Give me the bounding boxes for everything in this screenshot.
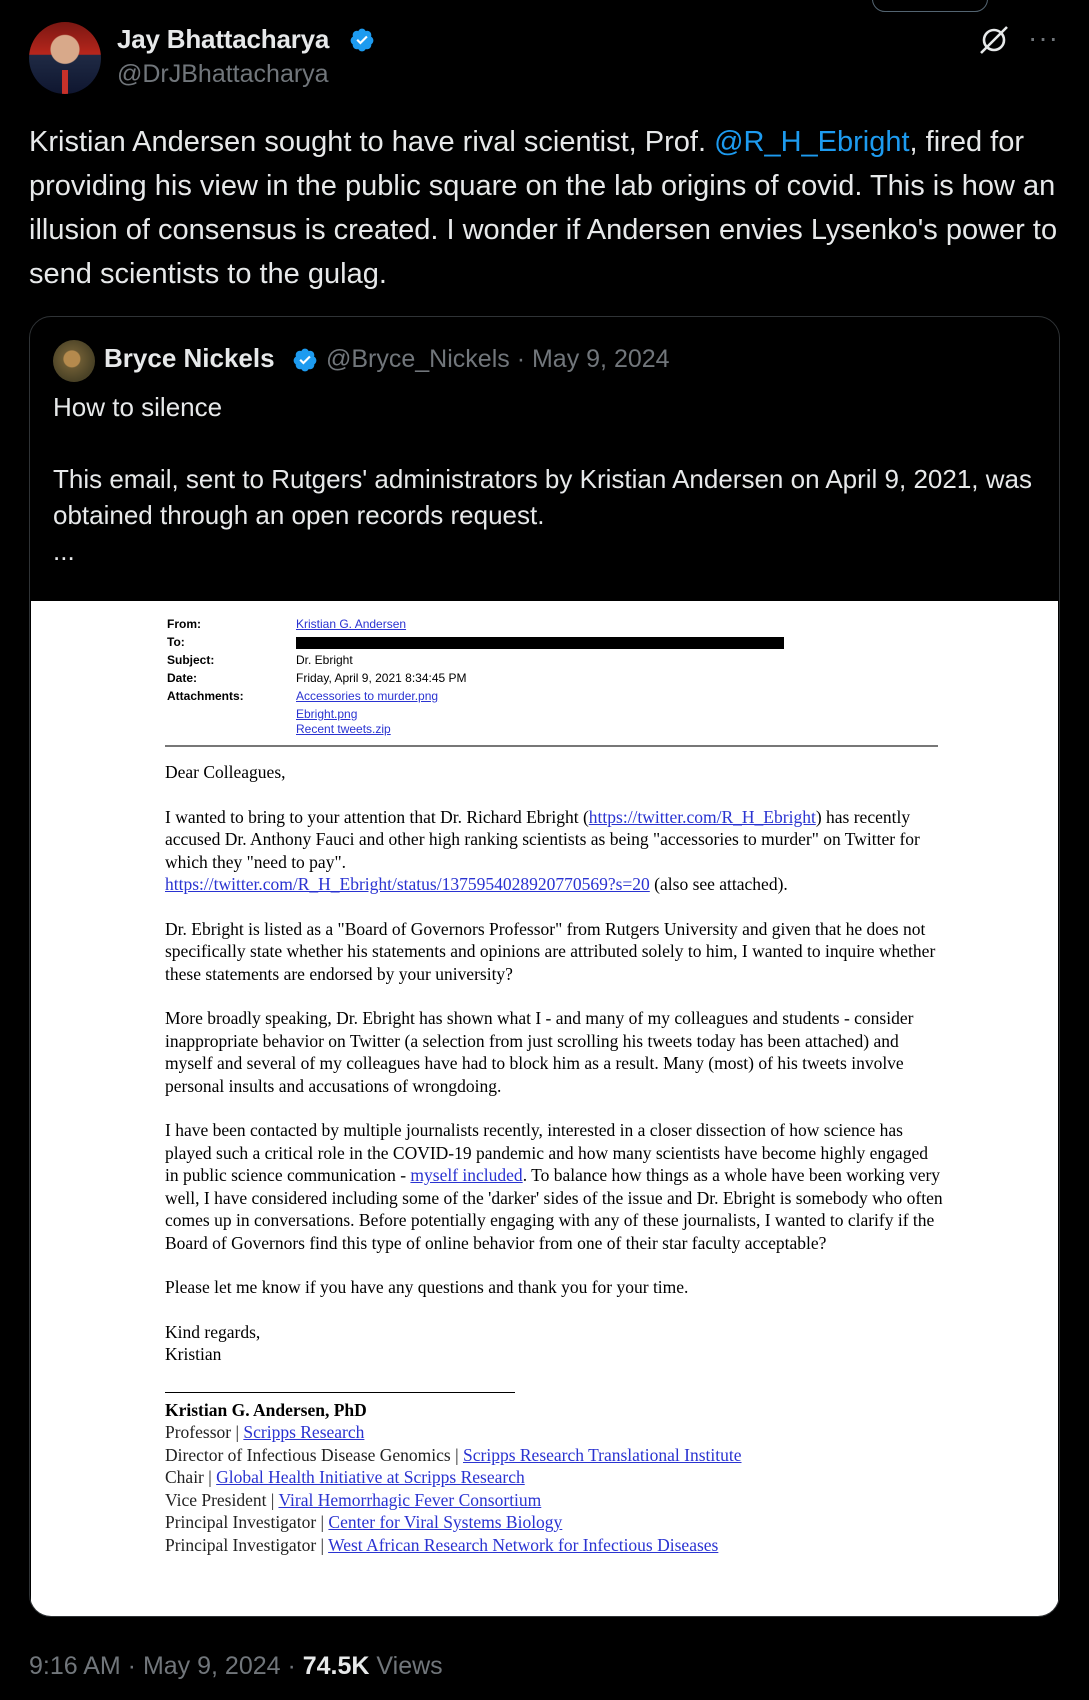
signature-row: Professor | Scripps Research — [165, 1422, 365, 1442]
sig-role: Principal Investigator — [165, 1512, 317, 1532]
attachment-item: Accessories to murder.png — [296, 689, 439, 703]
signature-row: Chair | Global Health Initiative at Scripps Research — [165, 1467, 525, 1487]
header-divider — [165, 745, 938, 747]
email-text: (also see attached). — [649, 874, 788, 894]
quote-author-avatar[interactable] — [53, 340, 95, 382]
signature-row: Vice President | Viral Hemorrhagic Fever Consortium — [165, 1489, 542, 1510]
sig-org-link: Scripps Research Translational Institute — [463, 1444, 742, 1465]
attachments-label: Attachments: — [167, 689, 244, 703]
email-greeting: Dear Colleagues, — [165, 762, 286, 782]
email-body — [165, 761, 945, 1556]
sig-org-link: West African Research Network for Infectious Diseases — [328, 1534, 719, 1555]
closing-text: Kind regards, — [165, 1321, 261, 1342]
date-label: Date: — [167, 671, 198, 685]
email-paragraph: Dr. Ebright is listed as a "Board of Governors Professor" from Rutgers University and given that he does not specifically state whether his statements and opinions are attributed solely to him, I wanted to inquire whether these statements are endorsed by your university? — [165, 918, 936, 984]
tweet-timestamp-views — [29, 1652, 443, 1681]
signoff-text: Kristian — [165, 1344, 222, 1364]
attachment-item: Ebright.png — [296, 707, 358, 721]
email-closing — [165, 1321, 945, 1366]
email-text: I wanted to bring to your attention that Dr. Richard Ebright ( — [165, 806, 589, 827]
signature-row: Principal Investigator | West African Research Network for Infectious Diseases — [165, 1534, 719, 1555]
grok-icon[interactable] — [978, 24, 1010, 56]
to-label: To: — [167, 635, 185, 649]
email-link: https://twitter.com/R_H_Ebright — [588, 806, 816, 827]
mention-link[interactable]: @R_H_Ebright — [714, 126, 910, 158]
email-link: myself included — [410, 1165, 523, 1185]
email-text: I have been contacted by multiple journalists recently, interested in a closer dissection of how science has played such a critical role in the COVID-19 pandemic and how many scientists have become highly engaged in public science communication - — [165, 1120, 928, 1185]
sig-role: Director of Infectious Disease Genomics — [165, 1444, 451, 1465]
timestamp[interactable]: 9:16 AM · May 9, 2024 · — [29, 1652, 303, 1680]
from-value: Kristian G. Andersen — [296, 617, 407, 631]
author-name[interactable]: Jay Bhattacharya — [117, 24, 330, 54]
views-label: Views — [369, 1652, 443, 1680]
sig-org-link: Center for Viral Systems Biology — [328, 1512, 563, 1532]
subject-value: Dr. Ebright — [296, 653, 353, 667]
sig-org-link: Scripps Research — [243, 1422, 365, 1442]
signature-line — [165, 1392, 515, 1393]
sig-role: Principal Investigator — [165, 1534, 317, 1555]
sig-org-link: Global Health Initiative at Scripps Research — [216, 1467, 525, 1487]
sig-org-link: Viral Hemorrhagic Fever Consortium — [278, 1489, 542, 1510]
quote-author-name[interactable]: Bryce Nickels — [104, 343, 275, 373]
more-options-icon[interactable]: ··· — [1028, 22, 1059, 53]
date-value: Friday, April 9, 2021 8:34:45 PM — [296, 671, 467, 685]
tweet-text — [29, 120, 1069, 296]
email-text: . To balance how things as a whole have been working very well, I have considered including some of the 'darker' sides of the issue and Dr. Ebright is somebody who often comes up in conversations. Before potentially engaging with any of these journalists, I wanted to clarify if the Board of Governors find this type of online behavior from one of their star faculty acceptable? — [165, 1165, 943, 1253]
quote-author-meta[interactable]: @Bryce_Nickels · May 9, 2024 — [326, 345, 670, 373]
views-count: 74.5K — [302, 1652, 370, 1680]
quoted-tweet-card[interactable] — [29, 316, 1060, 1617]
quote-text: How to silence This email, sent to Rutgers' administrators by Kristian Andersen on April 9, 2021, was obtained through an open records request. ... — [53, 392, 1032, 566]
quote-verified-badge-icon — [292, 347, 318, 373]
tweet-text-start: Kristian Andersen sought to have rival scientist, Prof. — [29, 126, 715, 158]
signature-row: Director of Infectious Disease Genomics | Scripps Research Translational Institute — [165, 1444, 742, 1465]
sig-role: Chair — [165, 1467, 204, 1487]
signature-row: Principal Investigator | Center for Viral Systems Biology — [165, 1512, 563, 1532]
email-paragraph — [165, 1119, 945, 1254]
sig-role: Vice President — [165, 1489, 267, 1510]
email-paragraph — [165, 806, 945, 896]
email-link: https://twitter.com/R_H_Ebright/status/1375954028920770569?s=20 — [165, 874, 650, 894]
email-screenshot-image[interactable] — [31, 601, 1058, 1616]
signature-name: Kristian G. Andersen, PhD — [165, 1399, 367, 1420]
attachment-item: Recent tweets.zip — [296, 722, 391, 736]
sig-role: Professor — [165, 1422, 232, 1442]
email-paragraph: Please let me know if you have any questions and thank you for your time. — [165, 1277, 689, 1297]
top-pill-button[interactable] — [872, 0, 988, 12]
redacted-recipient — [296, 637, 784, 649]
email-text: ) has recently accused Dr. Anthony Fauci and other high ranking scientists as being "accessories to murder" on Twitter for which they "need to pay". — [165, 806, 920, 872]
tweet-text-end: , fired for providing his view in the public square on the lab origins of covid. This is how an illusion of consensus is created. I wonder if Andersen envies Lysenko's power to send scientists to the gulag. — [29, 126, 1058, 290]
author-avatar[interactable] — [29, 22, 101, 94]
author-handle[interactable]: @DrJBhattacharya — [117, 60, 329, 88]
from-label: From: — [167, 617, 201, 631]
verified-badge-icon — [349, 27, 375, 53]
subject-label: Subject: — [167, 653, 215, 667]
email-paragraph: More broadly speaking, Dr. Ebright has shown what I - and many of my colleagues and students - consider inappropriate behavior on Twitter (a selection from just scrolling his tweets today has been attached) and myself and several of my colleagues have had to block him as a result. Many (most) of his tweets involve personal insults and accusations of wrongdoing. — [165, 1008, 914, 1096]
